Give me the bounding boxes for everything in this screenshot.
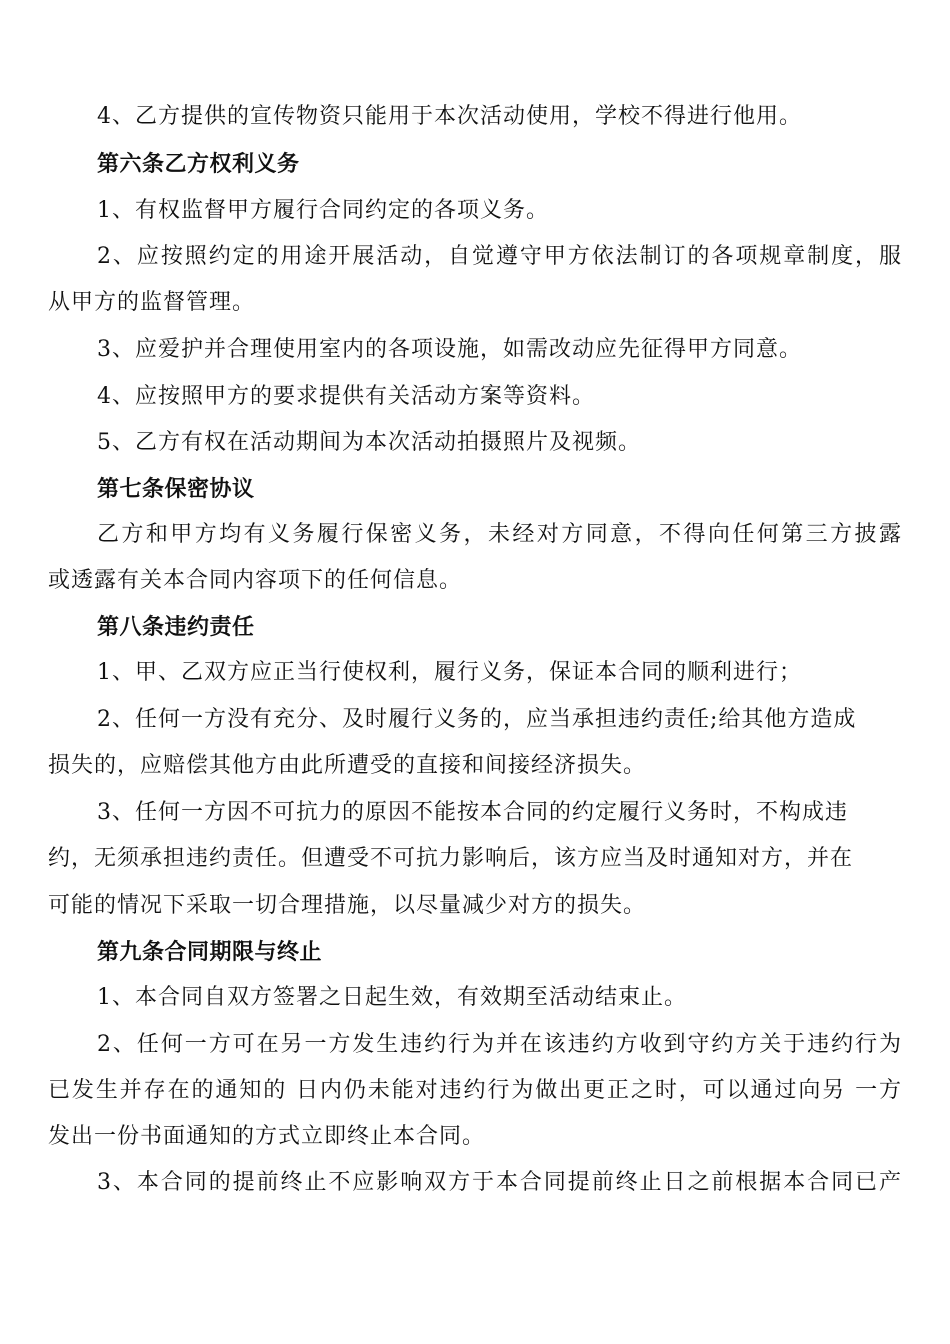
body-line: 乙方和甲方均有义务履行保密义务，未经对方同意，不得向任何第三方披露: [97, 522, 902, 547]
body-line: 约，无须承担违约责任。但遭受不可抗力影响后，该方应当及时通知对方，并在: [48, 846, 854, 871]
body-line: 2、应按照约定的用途开展活动，自觉遵守甲方依法制订的各项规章制度，服: [97, 244, 902, 269]
body-line: 3、任何一方因不可抗力的原因不能按本合同的约定履行义务时，不构成违: [97, 800, 848, 825]
body-line: 可能的情况下采取一切合理措施，以尽量减少对方的损失。: [48, 893, 647, 918]
body-line: 发出一份书面通知的方式立即终止本合同。: [48, 1124, 486, 1149]
section-heading: 第六条乙方权利义务: [97, 151, 300, 177]
body-line: 或透露有关本合同内容项下的任何信息。: [48, 568, 463, 593]
body-line: 2、任何一方没有充分、及时履行义务的，应当承担违约责任;给其他方造成: [97, 707, 857, 732]
section-heading: 第九条合同期限与终止: [97, 939, 323, 965]
body-line: 4、应按照甲方的要求提供有关活动方案等资料。: [97, 384, 595, 409]
body-line: 3、应爱护并合理使用室内的各项设施，如需改动应先征得甲方同意。: [97, 337, 802, 362]
body-line: 3、本合同的提前终止不应影响双方于本合同提前终止日之前根据本合同已产: [97, 1170, 902, 1195]
body-line: 已发生并存在的通知的 日内仍未能对违约行为做出更正之时，可以通过向另 一方: [48, 1078, 902, 1103]
body-line: 4、乙方提供的宣传物资只能用于本次活动使用，学校不得进行他用。: [97, 104, 802, 129]
body-line: 5、乙方有权在活动期间为本次活动拍摄照片及视频。: [97, 430, 641, 455]
body-line: 2、任何一方可在另一方发生违约行为并在该违约方收到守约方关于违约行为: [97, 1032, 902, 1057]
section-heading: 第八条违约责任: [97, 614, 255, 640]
body-line: 1、甲、乙双方应正当行使权利，履行义务，保证本合同的顺利进行；: [97, 660, 802, 685]
body-line: 1、本合同自双方签署之日起生效，有效期至活动结束止。: [97, 985, 687, 1010]
body-line: 从甲方的监督管理。: [48, 290, 256, 315]
body-line: 1、有权监督甲方履行合同约定的各项义务。: [97, 198, 549, 223]
section-heading: 第七条保密协议: [97, 476, 255, 502]
body-line: 损失的，应赔偿其他方由此所遭受的直接和间接经济损失。: [48, 753, 647, 778]
